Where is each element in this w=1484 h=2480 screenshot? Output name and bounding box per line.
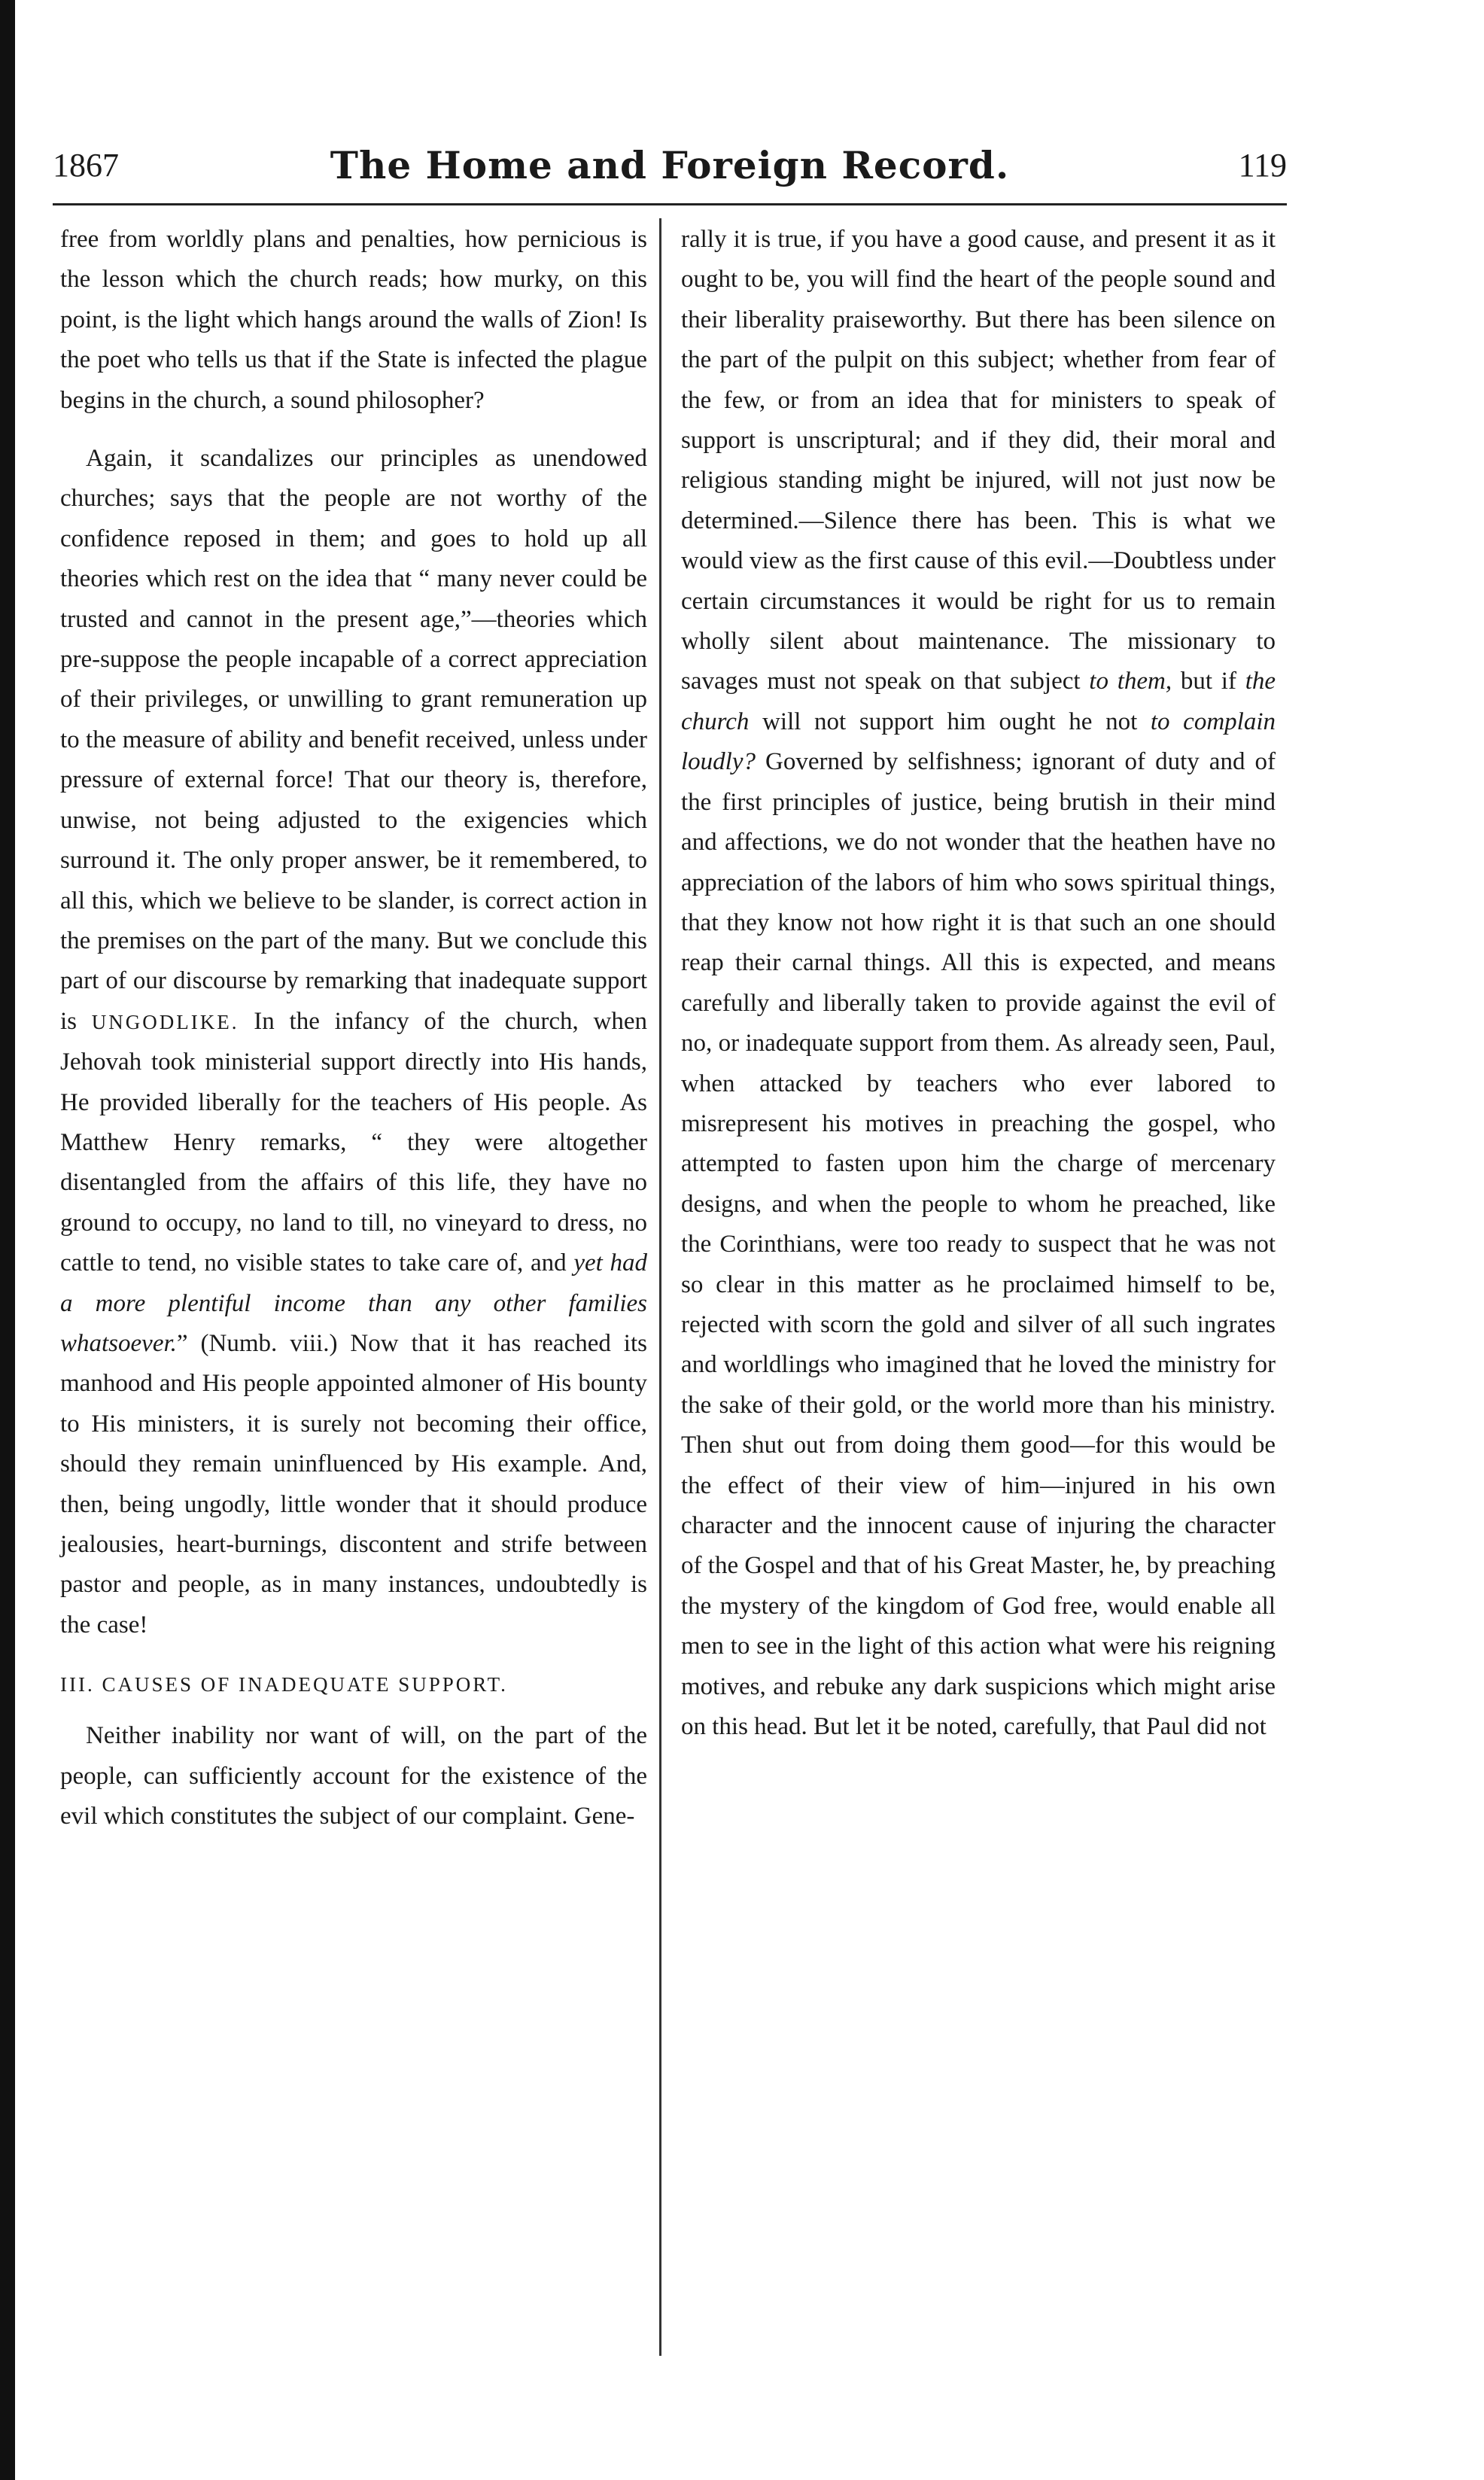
header-title: The Home and Foreign Record. xyxy=(330,143,1010,187)
italic-quote: yet had a more plentiful income than any other families whatsoever. xyxy=(60,1249,648,1357)
header-rule xyxy=(53,203,1287,205)
right-paragraph-1 xyxy=(681,220,1276,1747)
page-number: 119 xyxy=(1238,147,1287,184)
page-header xyxy=(53,139,1287,192)
right-paragraph-part-d: Governed by selfishness; ignorant of duty and of the first principles of justice, being brutish in their mind and affections, we do not wonder that the heathen have no appreciation of the labors of him who sows spiritual things, that they know not how right it is that such an one should reap their carnal things. All this is expected, and means carefully and liberally taken to provide against the evil of no, or inadequate support from them. As already seen, Paul, when attacked by teachers who ever labored to misrepresent his motives in preaching the gospel, who attempted to fasten upon him the charge of mercenary designs, and when the people to whom he preached, like the Corinthians, were too ready to suspect that he was not so clear in this matter as he proclaimed himself to be, rejected with scorn the gold and silver of all such ingrates and worldlings who imagined that he loved the ministry for the sake of their gold, or the world more than his ministry. Then shut out from doing them good—for this would be the effect of their view of him—injured in his own character and the innocent cause of injuring the character of the Gospel and that of his Great Master, he, by preaching the mystery of the kingdom of God free, would enable all men to see in the light of this action what were his reigning motives, and rebuke any dark suspicions which might arise on this head. But let it be noted, carefully, that Paul did not xyxy=(681,748,1276,1741)
section-heading: III. CAUSES OF INADEQUATE SUPPORT. xyxy=(60,1673,508,1696)
right-paragraph-part-a: rally it is true, if you have a good cause, and present it as it ought to be, you will find the heart of the people sound and their liberality praiseworthy. But there has been silence on the part of the pulpit on this subject; whether from fear of the few, or from an idea that for ministers to speak of support is unscriptural; and if they did, their moral and religious standing might be injured, will not just now be determined.—Silence there has been. This is what we would view as the first cause of this evil.—Doubtless under certain circumstances it would be right for us to remain wholly silent about maintenance. The missionary to savages must not speak on that subject xyxy=(681,226,1276,695)
left-paragraph-2 xyxy=(60,439,647,1645)
right-paragraph-part-b: but if xyxy=(1180,668,1236,695)
column-divider xyxy=(659,218,661,2356)
ungodlike-small-caps: UNGODLIKE. xyxy=(91,1010,239,1033)
left-paragraph-1: free from worldly plans and penalties, how pernicious is the lesson which the church reads; how murky, on this point, is the light which hangs around the walls of Zion! Is the poet who tells us that if the State is infected the plague begins in the church, a sound philosopher? xyxy=(60,226,647,414)
italic-the-church: the church xyxy=(681,668,1276,735)
left-paragraph-2-part-c: ” (Numb. viii.) Now that it has reached its manhood and His people appointed almoner of His bounty to His ministers, it is surely not becoming their office, should they remain uninfluenced by His example. And, then, being ungodly, little wonder that it should produce jealousies, heart-burnings, discontent and strife between pastor and people, as in many instances, undoubtedly is the case! xyxy=(60,1329,647,1639)
italic-to-them: to them, xyxy=(1089,668,1172,695)
left-paragraph-2-part-b: In the infancy of the church, when Jehovah took ministerial support directly into His hands, He provided liberally for the teachers of His people. As Matthew Henry remarks, “ they were altogether disentangled from the affairs of this life, they have no ground to occupy, no land to till, no vineyard to dress, no cattle to tend, no visible states to take care of, and xyxy=(60,1007,648,1277)
left-paragraph-2-part-a: Again, it scandalizes our principles as unendowed churches; says that the people are not worthy of the confidence reposed in them; and goes to hold up all theories which rest on the idea that “ many never could be trusted and cannot in the present age,”—theories which pre-suppose the people incapable of a correct appreciation of their privileges, or unwilling to grant remuneration up to the measure of ability and benefit received, unless under pressure of external force! That our theory is, therefore, unwise, not being adjusted to the exigencies which surround it. The only proper answer, be it remembered, to all this, which we believe to be slander, is correct action in the premises on the part of the many. But we conclude this part of our discourse by remarking that inadequate support is xyxy=(60,445,647,1035)
header-year: 1867 xyxy=(53,147,119,184)
italic-complain-loudly: to complain loudly? xyxy=(681,707,1276,776)
left-paragraph-3: Neither inability nor want of will, on the part of the people, can sufficiently account for the existence of the evil which constitutes the subject of our complaint. Gene- xyxy=(60,1722,647,1830)
left-column xyxy=(60,220,647,1836)
right-paragraph-part-c: will not support him ought he not xyxy=(762,707,1138,735)
binding-edge xyxy=(0,0,15,2480)
right-column xyxy=(681,220,1276,1747)
